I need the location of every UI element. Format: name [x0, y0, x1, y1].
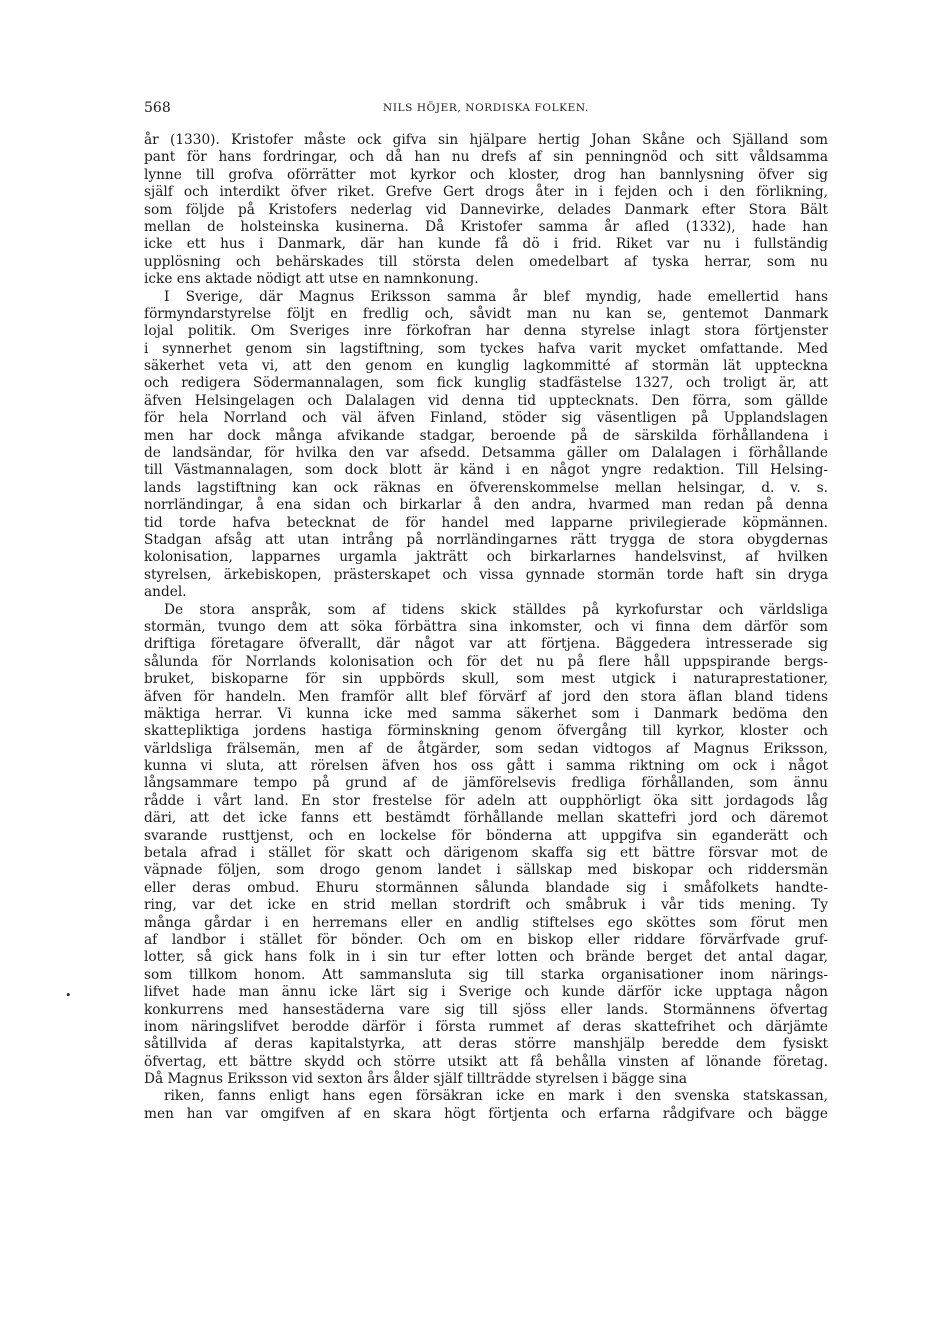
text-line: såtillvida af deras kapitalstyrka, att deras större manshjälp beredde dem fysiskt — [144, 1036, 828, 1053]
text-line: långsammare tempo på grund af de jämförelsevis fredliga förhållanden, som ännu — [144, 775, 828, 792]
text-line: till Västmannalagen, som dock blott är känd i en något yngre redaktion. Till Helsing- — [144, 462, 828, 479]
text-line: inom näringslifvet berodde därför i första rummet af deras skattefrihet och därjämte — [144, 1018, 828, 1035]
text-line: icke ett hus i Danmark, där han kunde få dö i frid. Riket var nu i fullständig — [144, 236, 828, 253]
text-line: men har dock många afvikande stadgar, beroende på de särskilda förhållandena i — [144, 427, 828, 444]
paragraph-end-line: Då Magnus Eriksson vid sexton års ålder själf tillträdde styrelsen i bägge sina — [144, 1071, 688, 1088]
text-line: Stadgan afsåg att utan intrång på norrländingarnes rätt trygga de stora obygdernas — [144, 531, 828, 548]
text-line: af landbor i stället för bönder. Och om en biskop eller riddare förvärfvade gruf- — [144, 931, 828, 948]
text-line: skattepliktiga jordens hastiga förminskning genom öfvergång till kyrkor, kloster och — [144, 723, 828, 740]
paragraph-end-line: icke ens aktade nödigt att utse en namnkonung. — [144, 271, 479, 288]
running-title: NILS HÖJER, NORDISKA FOLKEN. — [383, 102, 589, 114]
text-line: förmyndarstyrelse följt en fredlig och, såvidt man nu kan se, gentemot Danmark — [144, 305, 828, 322]
text-line: många gårdar i en herremans eller en andlig stiftelses ego sköttes som förut men — [144, 914, 828, 931]
text-line: som tillkom honom. Att sammansluta sig till starka organisationer inom närings- — [144, 966, 828, 983]
text-line: lynne till grofva oförrätter mot kyrkor och kloster, drog han bannlysning öfver sig — [144, 166, 828, 183]
margin-mark: • — [65, 989, 72, 1002]
text-line: driftiga företagare öfverallt, där något var att förtjena. Bäggedera intresserade sig — [144, 636, 828, 653]
text-line: öfvertag, ett bättre skydd och större utsikt att få behålla vinsten af lönande företag. — [144, 1053, 828, 1070]
text-line: själf och interdikt öfver riket. Grefve Gert drogs åter in i fejden och i den förlikning, — [144, 184, 828, 201]
text-line: lotter, så gick hans folk in i sin tur efter lotten och brände berget det antal dagar, — [144, 949, 828, 966]
paragraph-start-line: De stora anspråk, som af tidens skick ställdes på kyrkofurstar och världsliga — [164, 601, 828, 618]
text-line: kunna vi sluta, att rörelsen äfven hos oss gått i samma riktning om ock i något — [144, 758, 828, 775]
text-line: bruket, biskoparne för sin uppbörds skull, som mest utgick i naturaprestationer, — [144, 671, 828, 688]
text-line: rådde i vårt land. En stor frestelse för adeln att oupphörligt öka sitt jordagods låg — [144, 792, 828, 809]
text-line: lands lagstiftning kan ock räknas en öfverenskommelse mellan helsingar, d. v. s. — [144, 479, 828, 496]
text-line: lojal politik. Om Sveriges inre förkofran har denna styrelse inlagt stora förtjenster — [144, 323, 828, 340]
page-number: 568 — [144, 100, 171, 116]
running-head — [144, 98, 828, 118]
text-line: betala afrad i stället för skatt och därigenom skaffa sig ett bättre försvar mot de — [144, 845, 828, 862]
text-line: eller deras ombud. Ehuru stormännen sålunda blandade sig i småfolkets handte- — [144, 879, 828, 896]
text-line: mäktiga herrar. Vi kunna icke med samma säkerhet som i Danmark bedöma den — [144, 705, 828, 722]
text-line: de landsändar, för hvilka den var afsedd. Detsamma gäller om Dalalagen i förhållande — [144, 445, 828, 462]
text-line: däri, att det icke fanns ett bestämdt förhållande mellan skattefri jord och däremot — [144, 810, 828, 827]
text-line: säkerhet veta vi, att den genom en kunglig lagkommitté af stormän lät uppteckna — [144, 358, 828, 375]
text-line: lifvet hade man ännu icke lärt sig i Sverige och kunde därför icke upptaga någon — [144, 984, 828, 1001]
body-text — [144, 132, 828, 1141]
text-line: konkurrens med hansestäderna vare sig till sjöss eller lands. Stormännens öfvertag — [144, 1001, 828, 1018]
text-line: tid torde hafva betecknat de för handel med lapparne privilegierade köpmännen. — [144, 514, 828, 531]
text-line — [144, 1123, 828, 1140]
text-line: i synnerhet genom sin lagstiftning, som tyckes hafva varit mycket omfattande. Med — [144, 340, 828, 357]
text-line: styrelsen, ärkebiskopen, prästerskapet och vissa gynnade stormän torde haft sin dryga — [144, 566, 828, 583]
text-line: år (1330). Kristofer måste ock gifva sin hjälpare hertig Johan Skåne och Själland som — [144, 132, 828, 148]
text-line: för hela Norrland och väl äfven Finland, stöder sig väsentligen på Upplandslagen — [144, 410, 828, 427]
text-line: äfven Helsingelagen och Dalalagen vid denna tid upptecknats. Den förra, som gällde — [144, 392, 828, 409]
text-line: upplösning och behärskades till största delen omedelbart af tyska herrar, som nu — [144, 253, 828, 270]
text-line: ring, var det icke en strid mellan stordrift och småbruk i vår tids mening. Ty — [144, 897, 828, 914]
text-line: norrländingar, å ena sidan och birkarlar å den andra, hvarmed man redan på denna — [144, 497, 828, 514]
text-line: men han var omgifven af en skara högt förtjenta och erfarna rådgifvare och bägge — [144, 1105, 828, 1122]
text-line: äfven för handeln. Men framför allt blef förvärf af jord den stora äflan bland tidens — [144, 688, 828, 705]
text-line: svarande rusttjenst, och en lockelse för bönderna att uppgifva sin eganderätt och — [144, 827, 828, 844]
text-line: och redigera Södermannalagen, som fick kunglig stadfästelse 1327, och troligt är, att — [144, 375, 828, 392]
paragraph-start-line: riken, fanns enligt hans egen försäkran icke en mark i den svenska statskassan, — [164, 1088, 828, 1105]
text-line: världsliga frälsemän, men af de åtgärder, som sedan vidtogos af Magnus Eriksson, — [144, 740, 828, 757]
text-line: kolonisation, lapparnes urgamla jakträtt och birkarlarnes handelsvinst, af hvilken — [144, 549, 828, 566]
text-line: pant för hans fordringar, och då han nu drefs af sin penningnöd och sitt våldsamma — [144, 149, 828, 166]
text-line: stormän, tvungo dem att söka förbättra sina inkomster, och vi finna dem därför som — [144, 618, 828, 635]
text-line: som följde på Kristofers nederlag vid Dannevirke, delades Danmark efter Stora Bält — [144, 201, 828, 218]
paragraph-end-line: andel. — [144, 584, 187, 601]
text-line: mellan de holsteinska kusinerna. Då Kristofer samma år afled (1332), hade han — [144, 218, 828, 235]
text-line: sålunda för Norrlands kolonisation och för det nu på flere håll uppspirande bergs- — [144, 653, 828, 670]
paragraph-start-line: I Sverige, där Magnus Eriksson samma år blef myndig, hade emellertid hans — [164, 288, 828, 305]
text-line: väpnade följen, som drogo genom landet i sällskap med biskopar och riddersmän — [144, 862, 828, 879]
